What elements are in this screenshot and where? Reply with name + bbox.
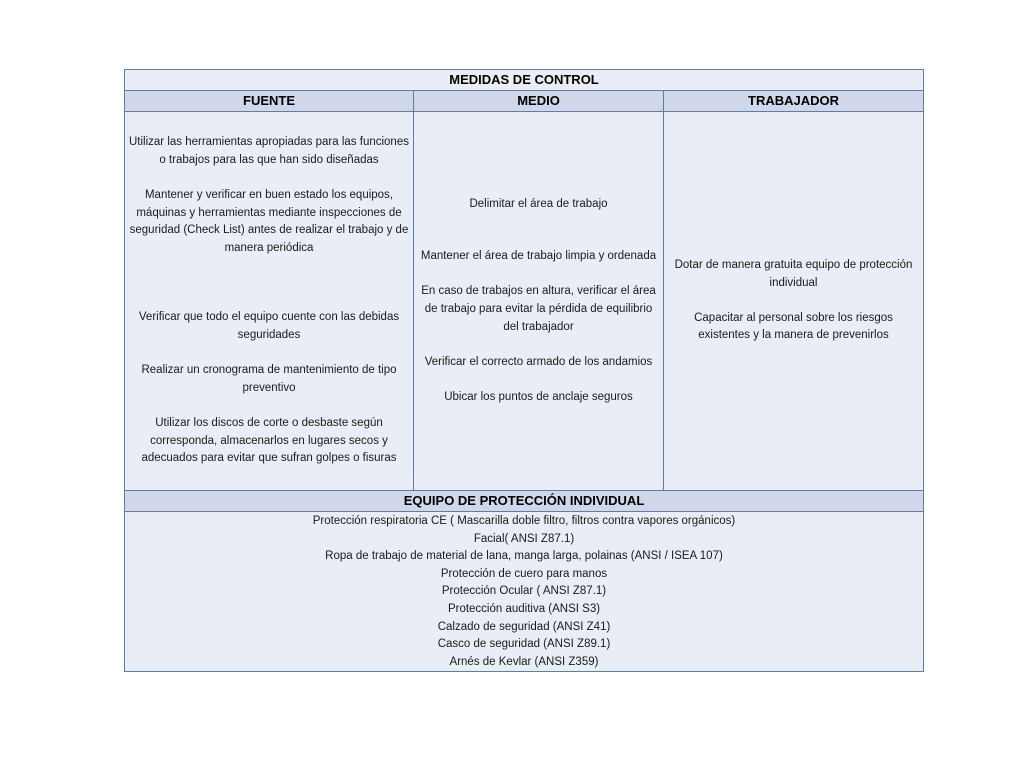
medio-item: Ubicar los puntos de anclaje seguros — [444, 390, 633, 403]
medio-item: Delimitar el área de trabajo — [469, 197, 608, 210]
epi-title: EQUIPO DE PROTECCIÓN INDIVIDUAL — [403, 493, 645, 508]
column-header-medio: MEDIO — [413, 91, 663, 111]
column-header-trabajador: TRABAJADOR — [663, 91, 923, 111]
epi-item: Facial( ANSI Z87.1) — [473, 532, 575, 545]
trabajador-item: Dotar de manera gratuita equipo de protección individual — [674, 259, 913, 289]
fuente-item: Utilizar las herramientas apropiadas para las funciones o trabajos para las que han sido diseñadas — [129, 136, 409, 166]
trabajador-cell — [663, 112, 923, 490]
epi-row — [125, 511, 923, 671]
epi-item: Ropa de trabajo de material de lana, manga larga, polainas (ANSI / ISEA 107) — [325, 550, 723, 563]
fuente-item: Mantener y verificar en buen estado los equipos, máquinas y herramientas mediante inspecciones de seguridad (Check List) antes de realizar el trabajo y de manera periódica — [129, 189, 409, 254]
column-header-row — [125, 90, 923, 111]
table-title: MEDIDAS DE CONTROL — [449, 72, 599, 87]
medio-item: En caso de trabajos en altura, verificar el área de trabajo para evitar la pérdida de equilibrio del trabajador — [421, 285, 656, 333]
epi-item: Casco de seguridad (ANSI Z89.1) — [437, 638, 611, 651]
epi-item: Protección Ocular ( ANSI Z87.1) — [441, 585, 607, 598]
epi-item: Protección de cuero para manos — [440, 567, 608, 580]
fuente-item: Verificar que todo el equipo cuente con las debidas seguridades — [138, 311, 400, 341]
measures-row — [125, 111, 923, 490]
epi-item: Calzado de seguridad (ANSI Z41) — [437, 620, 611, 633]
fuente-item: Realizar un cronograma de mantenimiento de tipo preventivo — [141, 364, 397, 394]
epi-item: Protección auditiva (ANSI S3) — [447, 602, 601, 615]
epi-item: Protección respiratoria CE ( Mascarilla doble filtro, filtros contra vapores orgánicos) — [312, 515, 736, 527]
column-header-fuente: FUENTE — [243, 93, 295, 108]
epi-list — [125, 512, 923, 671]
medio-item: Verificar el correcto armado de los andamios — [424, 355, 653, 368]
table-title-row — [125, 70, 923, 90]
epi-header-row — [125, 490, 923, 511]
fuente-cell — [125, 112, 413, 490]
control-measures-table — [124, 69, 924, 672]
medio-cell — [413, 112, 663, 490]
epi-item: Arnés de Kevlar (ANSI Z359) — [449, 655, 599, 668]
medio-item: Mantener el área de trabajo limpia y ordenada — [420, 250, 657, 263]
fuente-item: Utilizar los discos de corte o desbaste según corresponda, almacenarlos en lugares secos y adecuados para evitar que sufran golpes o fisuras — [141, 416, 397, 465]
trabajador-item: Capacitar al personal sobre los riesgos existentes y la manera de prevenirlos — [694, 311, 893, 342]
